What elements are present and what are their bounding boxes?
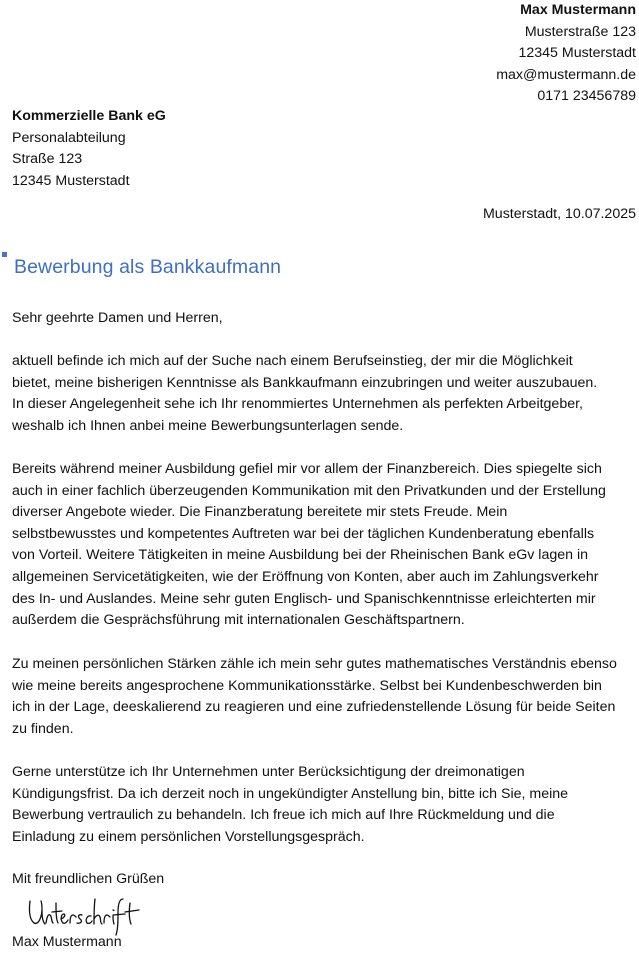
sender-email: max@mustermann.de <box>496 66 636 83</box>
paragraph-line: Bereits während meiner Ausbildung gefiel mir vor allem der Finanzbereich. Dies spiegelte sich <box>12 461 602 477</box>
paragraph-line: zu finden. <box>12 720 74 737</box>
sender-address <box>496 0 636 108</box>
closing-phrase: Mit freundlichen Grüßen <box>12 871 165 887</box>
signer-name: Max Mustermann <box>12 934 122 950</box>
paragraph-line: von Vorteil. Weitere Tätigkeiten in meine Ausbildung bei der Rheinischen Bank eGv lagen in <box>12 547 588 564</box>
paragraph-line: bietet, meine bisherigen Kenntnisse als Bankkaufmann einzubringen und weiter auszubauen. <box>12 374 598 391</box>
paragraph-line: In dieser Angelegenheit sehe ich Ihr renommiertes Unternehmen als perfekten Arbeitgeber, <box>12 396 583 413</box>
paragraph-line: diverser Angebote wieder. Die Finanzberatung bereitete mir stets Freude. Mein <box>12 504 508 521</box>
paragraph-line: Einladung zu einem persönlichen Vorstellungsgespräch. <box>12 828 365 845</box>
paragraph-line: Kündigungsfrist. Da ich derzeit noch in ungekündigter Anstellung bin, bitte ich Sie, meine <box>12 785 569 802</box>
recipient-city: 12345 Musterstadt <box>12 172 130 189</box>
paragraph-line: aktuell befinde ich mich auf der Suche nach einem Berufseinstieg, der mir die Möglichkeit <box>12 353 573 369</box>
paragraph-line: wie meine bereits angesprochene Kommunikationsstärke. Selbst bei Kundenbeschwerden bin <box>12 677 602 694</box>
sender-street: Musterstraße 123 <box>524 23 636 40</box>
date-line: Musterstadt, 10.07.2025 <box>482 206 636 222</box>
paragraph-line: Bewerbung vertraulich zu behandeln. Ich freue ich mich auf Ihre Rückmeldung und die <box>12 807 555 824</box>
paragraph-line: allgemeinen Servicetätigkeiten, wie der Eröffnung von Konten, aber auch im Zahlungsverkehr <box>12 568 599 585</box>
salutation: Sehr geehrte Damen und Herren, <box>12 310 223 326</box>
paragraph-intro <box>12 351 639 437</box>
paragraph-line: auch in einer fachlich überzeugenden Kommunikation mit den Privatkunden und der Erstellung <box>12 482 606 499</box>
recipient-street: Straße 123 <box>12 151 83 168</box>
paragraph-line: weshalb ich Ihnen anbei meine Bewerbungsunterlagen sende. <box>12 417 404 434</box>
sender-phone: 0171 23456789 <box>537 88 636 105</box>
paragraph-strengths <box>12 654 639 740</box>
subject-marker <box>2 252 7 257</box>
recipient-department: Personalabteilung <box>12 129 126 146</box>
paragraph-line: Gerne unterstütze ich Ihr Unternehmen unter Berücksichtigung der dreimonatigen <box>12 764 525 780</box>
paragraph-line: des In- und Auslandes. Meine sehr guten Englisch- und Spanischkenntnisse erleichterten mir <box>12 590 596 607</box>
paragraph-experience <box>12 459 639 632</box>
sender-city: 12345 Musterstadt <box>518 45 636 62</box>
sender-name: Max Mustermann <box>520 2 636 18</box>
recipient-company: Kommerzielle Bank eG <box>12 108 166 124</box>
recipient-address <box>12 106 166 192</box>
paragraph-line: außerdem die Gesprächsführung mit internationalen Geschäftspartnern. <box>12 612 465 629</box>
paragraph-line: selbstbewusstes und kompetentes Auftreten war bei der täglichen Kundenberatung ebenfalls <box>12 525 595 542</box>
handwritten-signature <box>26 893 144 937</box>
subject-heading: Bewerbung als Bankkaufmann <box>14 256 282 278</box>
paragraph-line: ich in der Lage, deeskalierend zu reagieren und eine zufriedenstellende Lösung für beide Seiten <box>12 699 616 716</box>
paragraph-availability <box>12 762 639 848</box>
paragraph-line: Zu meinen persönlichen Stärken zähle ich mein sehr gutes mathematisches Verständnis ebenso <box>12 656 617 672</box>
